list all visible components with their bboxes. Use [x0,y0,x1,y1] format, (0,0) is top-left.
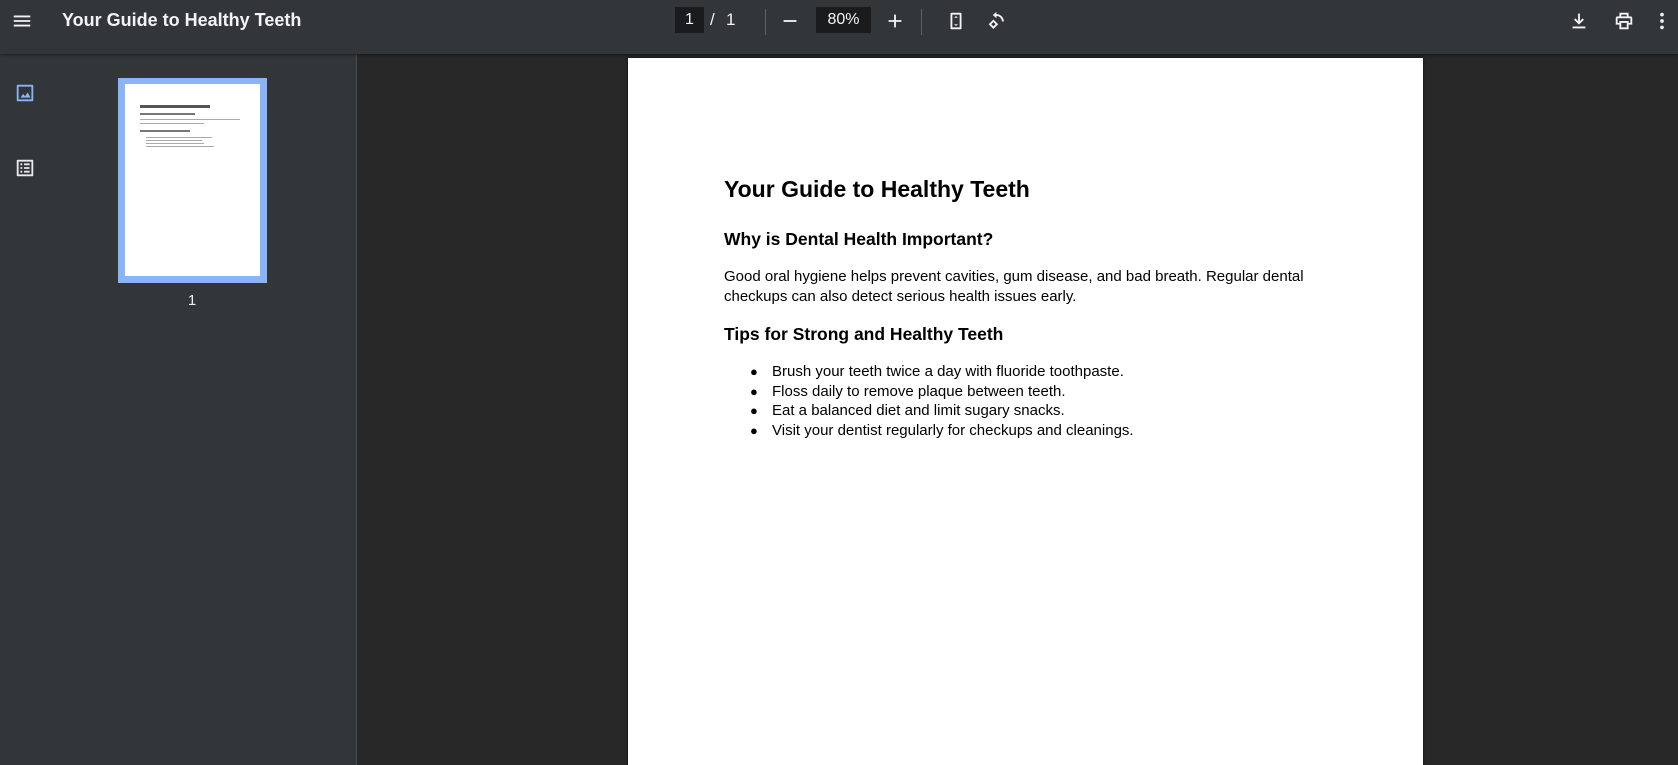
page-thumbnail[interactable] [118,78,267,283]
bullet: ● [750,383,758,399]
document-viewer[interactable] [358,54,1678,765]
toolbar-divider [765,9,766,35]
list-item-text: Brush your teeth twice a day with fluoride toothpaste. [772,363,1124,380]
zoom-out-button[interactable] [772,3,808,39]
more-options-button[interactable] [1648,3,1676,39]
section-heading-importance: Why is Dental Health Important? [724,229,994,249]
bullet: ● [750,403,758,418]
zoom-in-button[interactable] [877,3,913,39]
list-item-text: Eat a balanced diet and limit sugary snacks. [772,402,1065,419]
zoom-input[interactable] [816,7,871,33]
list-item-text: Visit your dentist regularly for checkups and cleanings. [772,421,1134,439]
list-item-text: Floss daily to remove plaque between teeth. [772,382,1066,400]
menu-button[interactable] [4,3,40,39]
thumbnails-view-button[interactable] [12,80,38,106]
thumbnail-page-number: 1 [187,292,197,309]
list-item [724,421,1134,441]
pdf-toolbar [0,0,1678,54]
page-separator: / [710,10,715,29]
outline-view-button[interactable] [12,155,38,181]
list-item [724,401,1134,421]
section-heading-tips: Tips for Strong and Healthy Teeth [724,324,1004,344]
list-item [724,382,1134,402]
toolbar-divider [921,9,922,35]
bullet: ● [750,364,758,379]
thumbnail-page-preview [125,84,260,276]
menu-icon [11,10,33,32]
download-button[interactable] [1561,3,1597,39]
sidebar [0,54,357,765]
section-paragraph: Good oral hygiene helps prevent cavities, gum disease, and bad breath. Regular dental checkups can also detect serious health issues early. [724,268,1304,305]
print-button[interactable] [1606,3,1642,39]
image-icon [14,82,36,104]
document-heading: Your Guide to Healthy Teeth [724,176,1030,202]
rotate-icon [985,10,1007,32]
document-title: Your Guide to Healthy Teeth [62,10,302,30]
list-icon [14,157,36,179]
list-item [724,362,1134,382]
download-icon [1568,10,1590,32]
minus-icon [779,10,801,32]
plus-icon [884,10,906,32]
print-icon [1613,10,1635,32]
more-vert-icon [1651,10,1673,32]
page-number-input[interactable] [675,7,704,33]
pdf-page [628,58,1423,765]
rotate-button[interactable] [978,3,1014,39]
bullet: ● [750,422,758,438]
fit-to-page-button[interactable] [938,3,974,39]
tips-list [724,362,1134,440]
fit-page-icon [945,10,967,32]
total-pages: 1 [726,10,736,29]
